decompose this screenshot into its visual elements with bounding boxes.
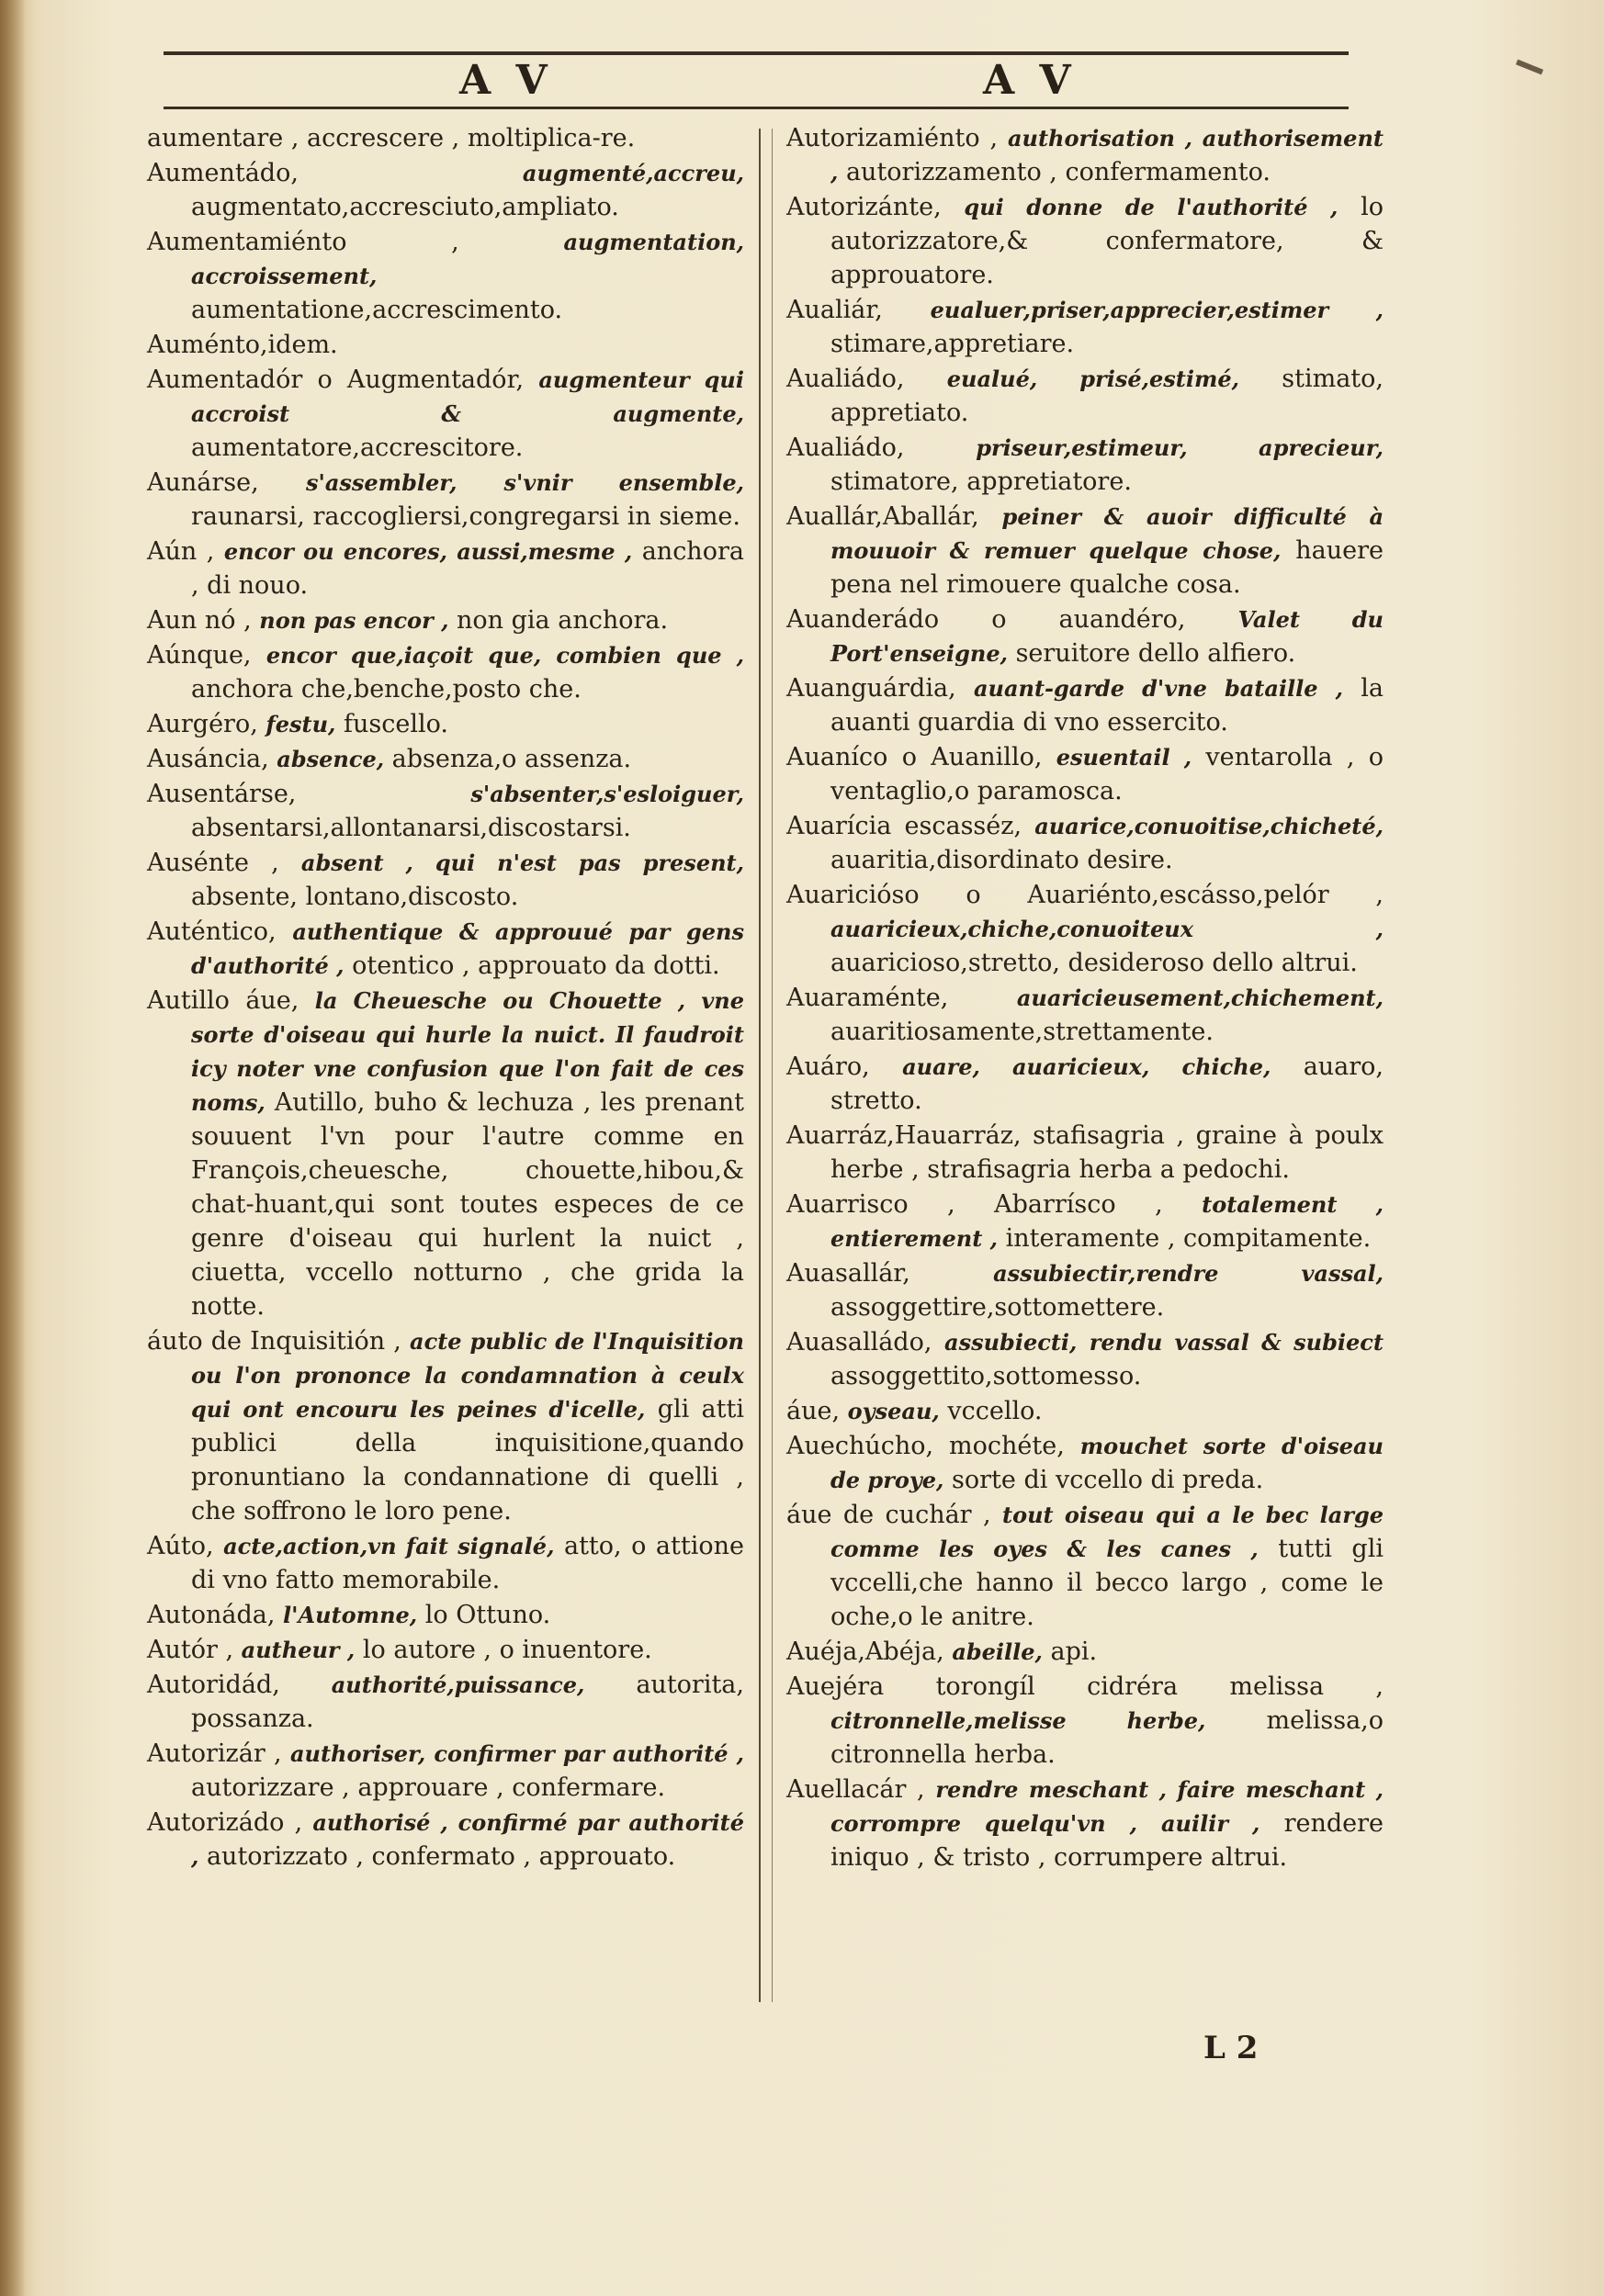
entry-headword: Aualiádo,	[786, 433, 905, 462]
dictionary-entry	[786, 362, 1384, 430]
entry-italian-gloss: gli atti publici della inquisitione,quando pronuntiano la condannatione di quelli , che soffrono le loro pene.	[191, 1395, 744, 1525]
entry-headword: Aúnque,	[147, 641, 252, 670]
entry-french-gloss: encor que,iaçoit que, combien que ,	[265, 642, 744, 669]
dictionary-entry	[786, 1635, 1384, 1669]
entry-headword: Aumentádo,	[147, 159, 299, 187]
entry-italian-gloss: vccello.	[947, 1397, 1043, 1425]
entry-headword: Auasalládo,	[786, 1328, 932, 1356]
dictionary-entry	[786, 1773, 1384, 1874]
entry-french-gloss: rendre meschant , faire meschant , corrompre quelqu'vn , auilir ,	[830, 1776, 1384, 1837]
entry-italian-gloss: assoggettire,sottomettere.	[830, 1293, 1165, 1322]
entry-french-gloss: mouchet sorte d'oiseau de proye,	[830, 1433, 1384, 1493]
entry-italian-gloss: stafisagria , graine à poulx herbe , strafisagria herba a pedochi.	[830, 1121, 1384, 1184]
dictionary-entry	[147, 603, 744, 637]
entry-italian-gloss: lo autorizzatore,& confermatore, & approuatore.	[830, 193, 1384, 289]
entry-headword: Auaraménte,	[786, 984, 949, 1012]
entry-italian-gloss: stimatore, appretiatore.	[830, 467, 1132, 496]
entry-italian-gloss: melissa,o citronnella herba.	[830, 1706, 1384, 1769]
entry-italian-gloss: assoggettito,sottomesso.	[830, 1362, 1142, 1390]
dictionary-entry	[147, 777, 744, 845]
entry-italian-gloss: Autillo, buho & lechuza , les prenant souuent l'vn pour l'autre comme en François,cheuesche, chouette,hibou,& chat-huant,qui sont toutes especes de ce genre d'oiseau qui hurlent la nuict , ciuetta, vccello notturno , che grida la notte.	[191, 1088, 744, 1321]
entry-french-gloss: festu,	[265, 711, 336, 737]
entry-italian-gloss: autorizzato , confermato , approuato.	[206, 1842, 676, 1871]
entry-headword: Auséntе ,	[147, 849, 279, 877]
entry-italian-gloss: auaricioso,stretto, desideroso dello altrui.	[830, 949, 1358, 977]
ink-mark	[1516, 60, 1543, 75]
entry-headword: Auellacár ,	[786, 1775, 925, 1804]
dictionary-entry	[786, 1429, 1384, 1497]
dictionary-entry	[786, 1187, 1384, 1255]
entry-italian-gloss: rendere iniquo , & tristo , corrumpere altrui.	[830, 1809, 1384, 1872]
entry-italian-gloss: hauere pena nel rimouere qualche cosa.	[830, 536, 1384, 599]
entry-headword: Autorizádo ,	[147, 1808, 303, 1837]
dictionary-entry	[147, 363, 744, 465]
entry-italian-gloss: absentarsi,allontanarsi,discostarsi.	[191, 814, 631, 842]
entry-italian-gloss: ventarolla , o ventaglio,o paramosca.	[830, 743, 1384, 805]
entry-headword: Auaricióso o Auariénto,escásso,pelór ,	[786, 881, 1384, 909]
entry-headword: Autorizánte,	[786, 193, 942, 221]
entry-italian-gloss: la auanti guardia di vno essercito.	[830, 674, 1384, 737]
entry-italian-gloss: autorizzamento , confermamento.	[845, 158, 1271, 186]
entry-italian-gloss: auaritiosamente,strettamente.	[830, 1018, 1214, 1046]
entry-headword: Aúto,	[147, 1532, 214, 1560]
dictionary-entry	[786, 981, 1384, 1049]
entry-italian-gloss: aumentatione,accrescimento.	[191, 296, 563, 324]
entry-headword: Aurgéro,	[147, 710, 258, 738]
dictionary-entry	[147, 638, 744, 706]
entry-french-gloss: eualuer,priser,apprecier,estimer ,	[930, 297, 1384, 323]
column-divider-inner	[772, 129, 773, 2002]
entry-french-gloss: auarice,conuoitise,chicheté,	[1034, 813, 1384, 839]
entry-headword: Autorizamiénto ,	[786, 124, 999, 152]
dictionary-entry	[147, 846, 744, 914]
dictionary-entry	[786, 809, 1384, 877]
entry-french-gloss: auare, auaricieux, chiche,	[902, 1053, 1271, 1080]
entry-italian-gloss: aumentatore,accrescitore.	[191, 433, 524, 462]
entry-italian-gloss: raunarsi, raccogliersi,congregarsi in sieme.	[191, 502, 740, 531]
column-divider	[759, 129, 761, 2002]
left-column	[147, 121, 744, 1874]
entry-french-gloss: authorisé , confirmé par authorité ,	[191, 1809, 744, 1870]
entry-headword: Auarícia escasséz,	[786, 812, 1022, 840]
dictionary-entry	[786, 878, 1384, 980]
entry-italian-gloss: anchora che,benche,posto che.	[191, 675, 582, 703]
entry-french-gloss: l'Automne,	[283, 1602, 418, 1628]
entry-french-gloss: abeille,	[952, 1638, 1043, 1665]
entry-french-gloss: absence,	[277, 746, 385, 772]
dictionary-entry	[147, 121, 744, 155]
entry-headword: Aun nó ,	[147, 606, 252, 635]
dictionary-entry	[147, 1737, 744, 1805]
entry-headword: Aualiádo,	[786, 365, 905, 393]
entry-headword: Autorizár ,	[147, 1739, 282, 1768]
header-rule	[164, 107, 1349, 109]
entry-headword: Aún ,	[147, 537, 215, 566]
dictionary-entry	[786, 121, 1384, 189]
entry-headword: Auechúcho, mochéte,	[786, 1432, 1065, 1460]
entry-french-gloss: acte public de l'Inquisition ou l'on prononce la condamnation à ceulx qui ont encouru les peines d'icelle,	[191, 1328, 744, 1423]
entry-italian-gloss: autorita, possanza.	[191, 1671, 744, 1733]
dictionary-entry	[147, 156, 744, 224]
dictionary-entry	[147, 1668, 744, 1736]
entry-french-gloss: non pas encor ,	[259, 607, 449, 634]
dictionary-entry	[786, 1325, 1384, 1393]
entry-headword: Autillo áue,	[147, 986, 299, 1015]
entry-french-gloss: s'absenter,s'esloiguer,	[470, 781, 744, 807]
dictionary-entry	[786, 190, 1384, 292]
entry-italian-gloss: augmentato,accresciuto,ampliato.	[191, 193, 619, 221]
entry-italian-gloss: auaro, stretto.	[830, 1052, 1384, 1115]
running-head-left: A V	[459, 57, 553, 104]
dictionary-entry	[786, 500, 1384, 602]
entry-italian-gloss: atto, o attione di vno fatto memorabile.	[191, 1532, 744, 1594]
entry-headword: Aualiár,	[786, 296, 883, 324]
entry-french-gloss: priseur,estimeur, aprecieur,	[976, 434, 1384, 461]
entry-italian-gloss: anchora , di nouo.	[191, 537, 744, 600]
entry-french-gloss: auaricieusement,chichement,	[1016, 985, 1384, 1011]
dictionary-entry	[786, 671, 1384, 739]
entry-french-gloss: qui donne de l'authorité ,	[964, 194, 1339, 220]
entry-french-gloss: augmenté,accreu,	[522, 160, 744, 186]
entry-headword: Ausentárse,	[147, 780, 297, 808]
entry-italian-gloss: seruitore dello alfiero.	[1015, 639, 1296, 668]
entry-french-gloss: totalement , entierement ,	[830, 1191, 1384, 1252]
entry-french-gloss: auaricieux,chiche,conuoiteux ,	[830, 916, 1384, 942]
entry-headword: Auténtico,	[147, 917, 277, 946]
entry-headword: Auallár,Aballár,	[786, 502, 979, 531]
entry-french-gloss: auant-garde d'vne bataille ,	[973, 675, 1343, 702]
entry-headword: Auaníco o Auanillo,	[786, 743, 1043, 771]
dictionary-entry	[786, 1119, 1384, 1187]
entry-french-gloss: authentique & approuué par gens d'authorité ,	[191, 918, 744, 979]
entry-italian-gloss: auaritia,disordinato desire.	[830, 846, 1173, 874]
entry-headword: áuto de Inquisitión ,	[147, 1327, 401, 1356]
entry-headword: Aumentadór o Augmentadór,	[147, 366, 525, 394]
entry-headword: Auarrisco , Abarrísco ,	[786, 1190, 1163, 1219]
entry-french-gloss: authorisation , authorisement ,	[830, 125, 1384, 186]
entry-headword: Ausáncia,	[147, 745, 269, 773]
dictionary-entry	[147, 225, 744, 327]
page-gutter-shadow	[0, 0, 26, 2296]
entry-italian-gloss: tutti gli vccelli,che hanno il becco largo , come le oche,o le anitre.	[830, 1535, 1384, 1631]
dictionary-entry	[786, 293, 1384, 361]
entry-italian-gloss: absente, lontano,discosto.	[191, 883, 519, 911]
dictionary-entry	[786, 1050, 1384, 1118]
dictionary-entry	[147, 984, 744, 1323]
dictionary-entry	[147, 1806, 744, 1874]
entry-headword: Aumentamiénto ,	[147, 228, 459, 256]
entry-italian-gloss: stimare,appretiare.	[830, 330, 1075, 358]
entry-french-gloss: tout oiseau qui a le bec large comme les oyes & les canes ,	[830, 1502, 1384, 1562]
entry-french-gloss: oyseau,	[847, 1398, 940, 1424]
entry-italian-gloss: non gia anchora.	[457, 606, 669, 635]
dictionary-entry	[147, 915, 744, 983]
entry-headword: Auarráz,Hauarráz,	[786, 1121, 1022, 1150]
entry-french-gloss: augmentation, accroissement,	[191, 229, 744, 289]
dictionary-entry	[786, 1498, 1384, 1634]
dictionary-entry	[786, 1670, 1384, 1772]
dictionary-entry	[147, 1633, 744, 1667]
entry-headword: Auáro,	[786, 1052, 870, 1081]
entry-french-gloss: citronnelle,melisse herbe,	[830, 1707, 1206, 1734]
top-rule	[164, 51, 1349, 55]
entry-french-gloss: authoriser, confirmer par authorité ,	[289, 1740, 744, 1767]
entry-headword: Autoridád,	[147, 1671, 280, 1699]
dictionary-entry	[786, 740, 1384, 808]
entry-french-gloss: acte,action,vn fait signalé,	[223, 1533, 555, 1559]
dictionary-entry	[147, 707, 744, 741]
entry-headword: Aunárse,	[147, 468, 259, 497]
dictionary-entry	[147, 1598, 744, 1632]
entry-headword: aumentare , accrescere , moltiplica-re.	[147, 124, 636, 152]
entry-french-gloss: autheur ,	[241, 1637, 356, 1663]
entry-headword: áue,	[786, 1397, 841, 1425]
entry-headword: áue de cuchár ,	[786, 1501, 991, 1529]
entry-french-gloss: peiner & auoir difficulté à mouuoir & remuer quelque chose,	[830, 503, 1384, 564]
entry-french-gloss: absent , qui n'est pas present,	[300, 850, 744, 876]
entry-french-gloss: assubiecti, rendu vassal & subiect	[944, 1329, 1384, 1356]
entry-italian-gloss: interamente , compitamente.	[1005, 1224, 1372, 1253]
entry-french-gloss: s'assembler, s'vnir ensemble,	[305, 469, 744, 496]
dictionary-entry	[147, 742, 744, 776]
dictionary-entry	[147, 535, 744, 602]
signature-mark: L 2	[1203, 2030, 1259, 2066]
entry-italian-gloss: fuscello.	[344, 710, 448, 738]
right-column	[786, 121, 1384, 1875]
dictionary-entry	[786, 602, 1384, 670]
entry-italian-gloss: absenza,o assenza.	[391, 745, 632, 773]
entry-french-gloss: assubiectir,rendre vassal,	[993, 1260, 1384, 1287]
entry-french-gloss: encor ou encores, aussi,mesme ,	[223, 538, 633, 565]
running-head-right: A V	[983, 57, 1077, 104]
entry-italian-gloss: sorte di vccello di preda.	[952, 1466, 1264, 1494]
dictionary-entry	[147, 1324, 744, 1528]
entry-italian-gloss: stimato, appretiato.	[830, 365, 1384, 427]
entry-french-gloss: eualué, prisé,estimé,	[946, 366, 1239, 392]
entry-headword: Auejéra torongíl cidréra melissa ,	[786, 1672, 1384, 1701]
entry-italian-gloss: lo autore , o inuentore.	[362, 1636, 652, 1664]
entry-italian-gloss: lo Ottuno.	[424, 1601, 551, 1629]
dictionary-entry	[147, 1529, 744, 1597]
dictionary-entry	[147, 466, 744, 534]
entry-french-gloss: Valet du Port'enseigne,	[830, 606, 1384, 667]
dictionary-entry	[786, 1394, 1384, 1428]
entry-headword: Auéja,Abéja,	[786, 1638, 944, 1666]
entry-headword: Auanderádo o auandéro,	[786, 605, 1186, 634]
entry-french-gloss: esuentail ,	[1056, 744, 1192, 771]
entry-french-gloss: la Cheuesche ou Chouette , vne sorte d'oiseau qui hurle la nuict. Il faudroit icy noter vne confusion que l'on fait de ces noms,	[191, 987, 744, 1116]
entry-headword: Auménto,idem.	[147, 331, 338, 359]
entry-italian-gloss: api.	[1050, 1638, 1098, 1666]
dictionary-entry	[786, 431, 1384, 499]
entry-headword: Autonáda,	[147, 1601, 276, 1629]
entry-french-gloss: authorité,puissance,	[331, 1671, 585, 1698]
entry-headword: Auasallár,	[786, 1259, 910, 1288]
entry-headword: Autór ,	[147, 1636, 234, 1664]
entry-headword: Auanguárdia,	[786, 674, 956, 703]
entry-italian-gloss: otentico , approuato da dotti.	[352, 951, 720, 980]
entry-italian-gloss: autorizzare , approuare , confermare.	[191, 1773, 666, 1802]
dictionary-entry	[147, 328, 744, 362]
dictionary-entry	[786, 1256, 1384, 1324]
entry-french-gloss: augmenteur qui accroist & augmente,	[191, 366, 744, 427]
